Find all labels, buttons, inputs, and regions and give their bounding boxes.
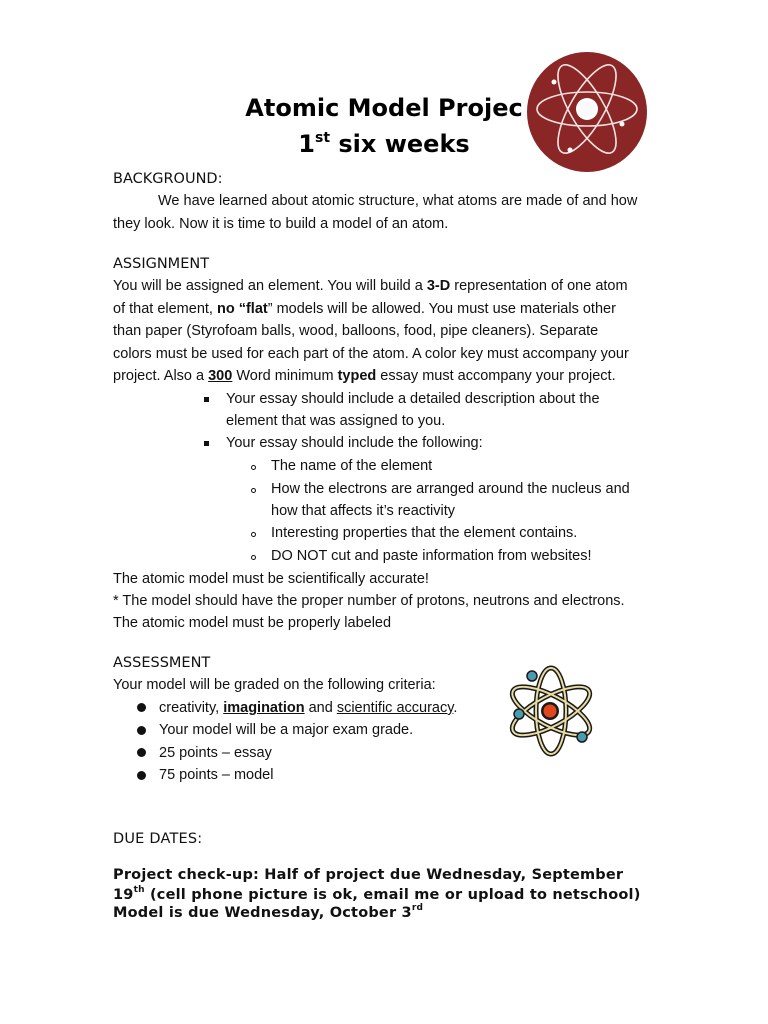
- round-bullet-icon: [137, 771, 146, 780]
- sub-bullet-4: DO NOT cut and paste information from websites!: [271, 548, 592, 564]
- accuracy-line: The atomic model must be scientifically accurate!: [113, 571, 429, 587]
- page-subtitle: 1st six weeks: [298, 130, 470, 158]
- due-line-1: Project check-up: Half of project due Wednesday, September: [113, 867, 624, 883]
- assessment-heading: ASSESSMENT: [113, 655, 211, 671]
- essay-bullet-1-line-1: Your essay should include a detailed description about the: [226, 391, 600, 407]
- hollow-bullet-icon: [251, 555, 256, 560]
- assignment-line-4: colors must be used for each part of the atom. A color key must accompany your: [113, 346, 629, 362]
- background-line-2: they look. Now it is time to build a model of an atom.: [113, 216, 449, 232]
- criteria-item-4: 75 points – model: [159, 767, 274, 783]
- background-line-1: We have learned about atomic structure, what atoms are made of and how: [158, 193, 638, 209]
- hollow-bullet-icon: [251, 465, 256, 470]
- assessment-intro: Your model will be graded on the following criteria:: [113, 677, 436, 693]
- sub-bullet-2-line-1: How the electrons are arranged around the nucleus and: [271, 481, 630, 497]
- page-title: Atomic Model Projec: [245, 94, 523, 122]
- labeled-line: The atomic model must be properly labeled: [113, 615, 392, 631]
- essay-bullet-2: Your essay should include the following:: [226, 435, 483, 451]
- assignment-line-2: of that element, no “flat” models will be allowed. You must use materials other: [113, 301, 616, 317]
- essay-bullet-1-line-2: element that was assigned to you.: [226, 413, 446, 429]
- hollow-bullet-icon: [251, 532, 256, 537]
- sub-bullet-1: The name of the element: [271, 458, 433, 474]
- assignment-line-1: You will be assigned an element. You will build a 3-D representation of one atom: [113, 278, 628, 294]
- criteria-item-1: creativity, imagination and scientific accuracy.: [159, 700, 458, 716]
- atom-clipart-icon: [505, 665, 601, 757]
- hollow-bullet-icon: [251, 488, 256, 493]
- due-line-3: Model is due Wednesday, October 3rd: [113, 903, 424, 921]
- square-bullet-icon: [204, 441, 209, 446]
- criteria-item-3: 25 points – essay: [159, 745, 272, 761]
- background-heading: BACKGROUND:: [113, 171, 223, 187]
- round-bullet-icon: [137, 748, 146, 757]
- atom-logo-icon: [526, 49, 648, 175]
- particles-line: * The model should have the proper number of protons, neutrons and electrons.: [113, 593, 625, 609]
- criteria-item-2: Your model will be a major exam grade.: [159, 722, 414, 738]
- due-line-2: 19th (cell phone picture is ok, email me or upload to netschool): [113, 885, 641, 903]
- due-dates-heading: DUE DATES:: [113, 831, 203, 847]
- sub-bullet-3: Interesting properties that the element contains.: [271, 525, 578, 541]
- round-bullet-icon: [137, 703, 146, 712]
- sub-bullet-2-line-2: how that affects it’s reactivity: [271, 503, 456, 519]
- square-bullet-icon: [204, 397, 209, 402]
- assignment-line-5: project. Also a 300 Word minimum typed essay must accompany your project.: [113, 368, 616, 384]
- assignment-line-3: than paper (Styrofoam balls, wood, balloons, food, pipe cleaners). Separate: [113, 323, 599, 339]
- assignment-heading: ASSIGNMENT: [113, 256, 210, 272]
- round-bullet-icon: [137, 726, 146, 735]
